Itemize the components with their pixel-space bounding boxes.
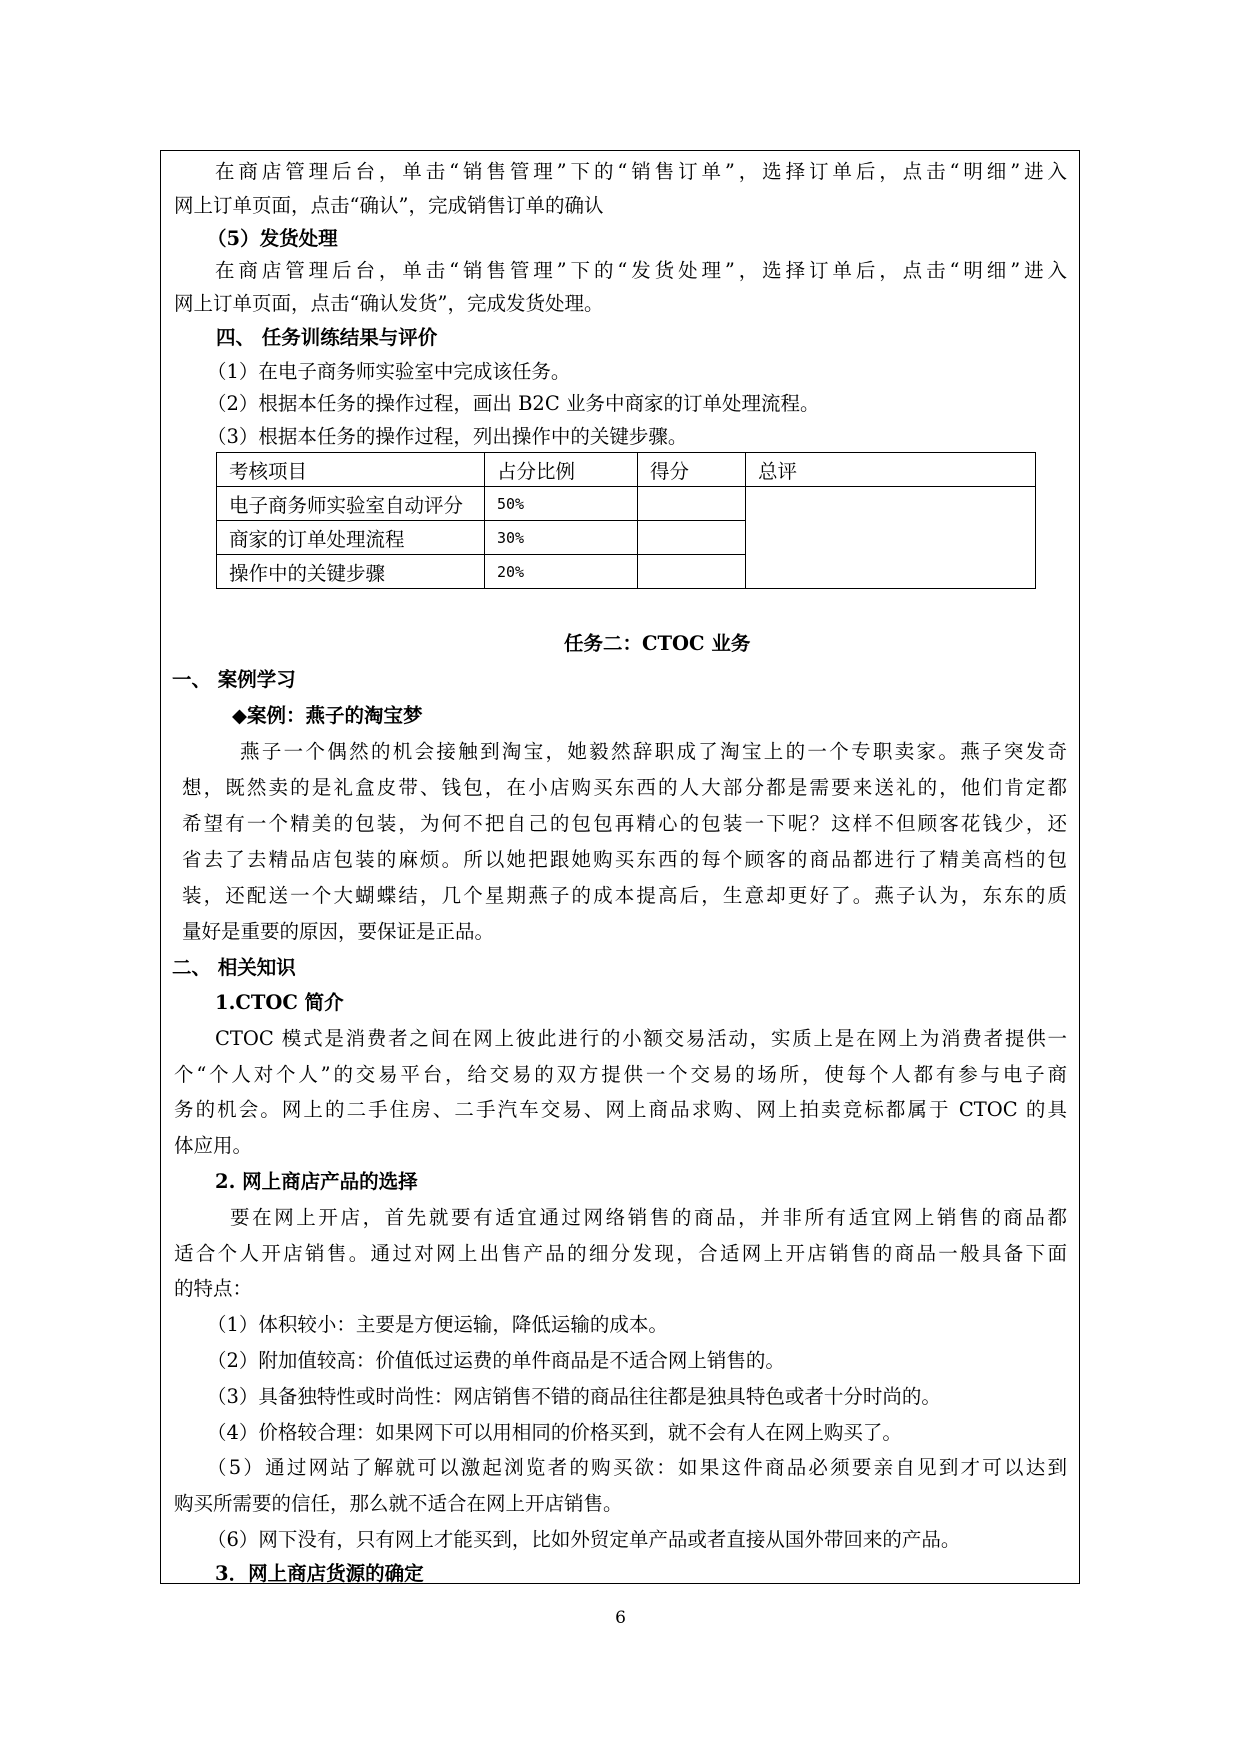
table-header-cell: 占分比例 xyxy=(485,453,638,487)
text-line: 燕子一个偶然的机会接触到淘宝，她毅然辞职成了淘宝上的一个专职卖家。燕子突发奇 xyxy=(240,740,1067,763)
text-line: 量好是重要的原因，要保证是正品。 xyxy=(182,920,495,943)
table-row xyxy=(217,487,1036,521)
text-line: 体应用。 xyxy=(174,1134,253,1157)
text-line: 在商店管理后台，单击“销售管理”下的“发货处理”，选择订单后，点击“明细”进入 xyxy=(215,259,1067,282)
table-cell-score xyxy=(638,487,746,521)
table-cell-overall xyxy=(746,487,1036,589)
text-line: （2）根据本任务的操作过程，画出 B2C 业务中商家的订单处理流程。 xyxy=(207,392,820,415)
text-line: （1）体积较小：主要是方便运输，降低运输的成本。 xyxy=(207,1313,668,1336)
section-heading: 二、 相关知识 xyxy=(172,956,296,979)
text-line: 网上订单页面，点击“确认发货”，完成发货处理。 xyxy=(174,292,604,315)
table-cell-score xyxy=(638,521,746,555)
table-header-cell: 考核项目 xyxy=(217,453,485,487)
section-heading: 1.CTOC 简介 xyxy=(215,991,344,1014)
text-line: 适合个人开店销售。通过对网上出售产品的细分发现，合适网上开店销售的商品一般具备下面 xyxy=(174,1242,1067,1265)
text-line: 要在网上开店，首先就要有适宜通过网络销售的商品，并非所有适宜网上销售的商品都 xyxy=(230,1206,1067,1229)
text-line: 务的机会。网上的二手住房、二手汽车交易、网上商品求购、网上拍卖竞标都属于 CTOC 的具 xyxy=(174,1098,1067,1121)
table-cell-ratio: 50% xyxy=(485,487,638,521)
text-line: （4）价格较合理：如果网下可以用相同的价格买到，就不会有人在网上购买了。 xyxy=(207,1421,902,1444)
table-header-cell: 得分 xyxy=(638,453,746,487)
section-heading: 2. 网上商店产品的选择 xyxy=(215,1170,418,1193)
text-line: （1）在电子商务师实验室中完成该任务。 xyxy=(207,360,571,383)
text-line: 的特点： xyxy=(174,1277,253,1300)
section-heading: （5）发货处理 xyxy=(207,227,338,250)
text-line: （3）具备独特性或时尚性：网店销售不错的商品往往都是独具特色或者十分时尚的。 xyxy=(207,1385,941,1408)
section-heading: 四、 任务训练结果与评价 xyxy=(216,326,438,349)
text-line: （6）网下没有，只有网上才能买到，比如外贸定单产品或者直接从国外带回来的产品。 xyxy=(207,1528,961,1551)
page-number: 6 xyxy=(615,1608,626,1628)
section-heading: 3．网上商店货源的确定 xyxy=(215,1562,424,1585)
table-cell-item: 电子商务师实验室自动评分 xyxy=(217,487,485,521)
table-cell-ratio: 20% xyxy=(485,555,638,589)
text-line: （5）通过网站了解就可以激起浏览者的购买欲：如果这件商品必须要亲自见到才可以达到 xyxy=(207,1456,1067,1479)
text-line: 在商店管理后台，单击“销售管理”下的“销售订单”，选择订单后，点击“明细”进入 xyxy=(215,160,1067,183)
text-line: 购买所需要的信任，那么就不适合在网上开店销售。 xyxy=(174,1492,623,1515)
text-line: （3）根据本任务的操作过程，列出操作中的关键步骤。 xyxy=(207,425,688,448)
table-cell-score xyxy=(638,555,746,589)
table-header-row xyxy=(217,453,1036,487)
text-line: 想，既然卖的是礼盒皮带、钱包，在小店购买东西的人大部分都是需要来送礼的，他们肯定都 xyxy=(182,776,1067,799)
text-line: 个“个人对个人”的交易平台，给交易的双方提供一个交易的场所，使每个人都有参与电子商 xyxy=(174,1063,1067,1086)
text-line: 网上订单页面，点击“确认”，完成销售订单的确认 xyxy=(174,194,604,217)
evaluation-table xyxy=(216,452,1036,589)
table-cell-ratio: 30% xyxy=(485,521,638,555)
text-line: 装，还配送一个大蝴蝶结，几个星期燕子的成本提高后，生意却更好了。燕子认为，东东的质 xyxy=(182,884,1067,907)
text-line: （2）附加值较高：价值低过运费的单件商品是不适合网上销售的。 xyxy=(207,1349,785,1372)
table-header-cell: 总评 xyxy=(746,453,1036,487)
section-heading: ◆案例：燕子的淘宝梦 xyxy=(232,704,423,727)
section-heading: 任务二：CTOC 业务 xyxy=(564,632,751,655)
section-heading: 一、 案例学习 xyxy=(172,668,296,691)
table-cell-item: 商家的订单处理流程 xyxy=(217,521,485,555)
text-line: 希望有一个精美的包装，为何不把自己的包包再精心的包装一下呢？这样不但顾客花钱少，还 xyxy=(182,812,1067,835)
table-cell-item: 操作中的关键步骤 xyxy=(217,555,485,589)
text-line: 省去了去精品店包装的麻烦。所以她把跟她购买东西的每个顾客的商品都进行了精美高档的包 xyxy=(182,848,1067,871)
text-line: CTOC 模式是消费者之间在网上彼此进行的小额交易活动，实质上是在网上为消费者提供一 xyxy=(215,1027,1067,1050)
